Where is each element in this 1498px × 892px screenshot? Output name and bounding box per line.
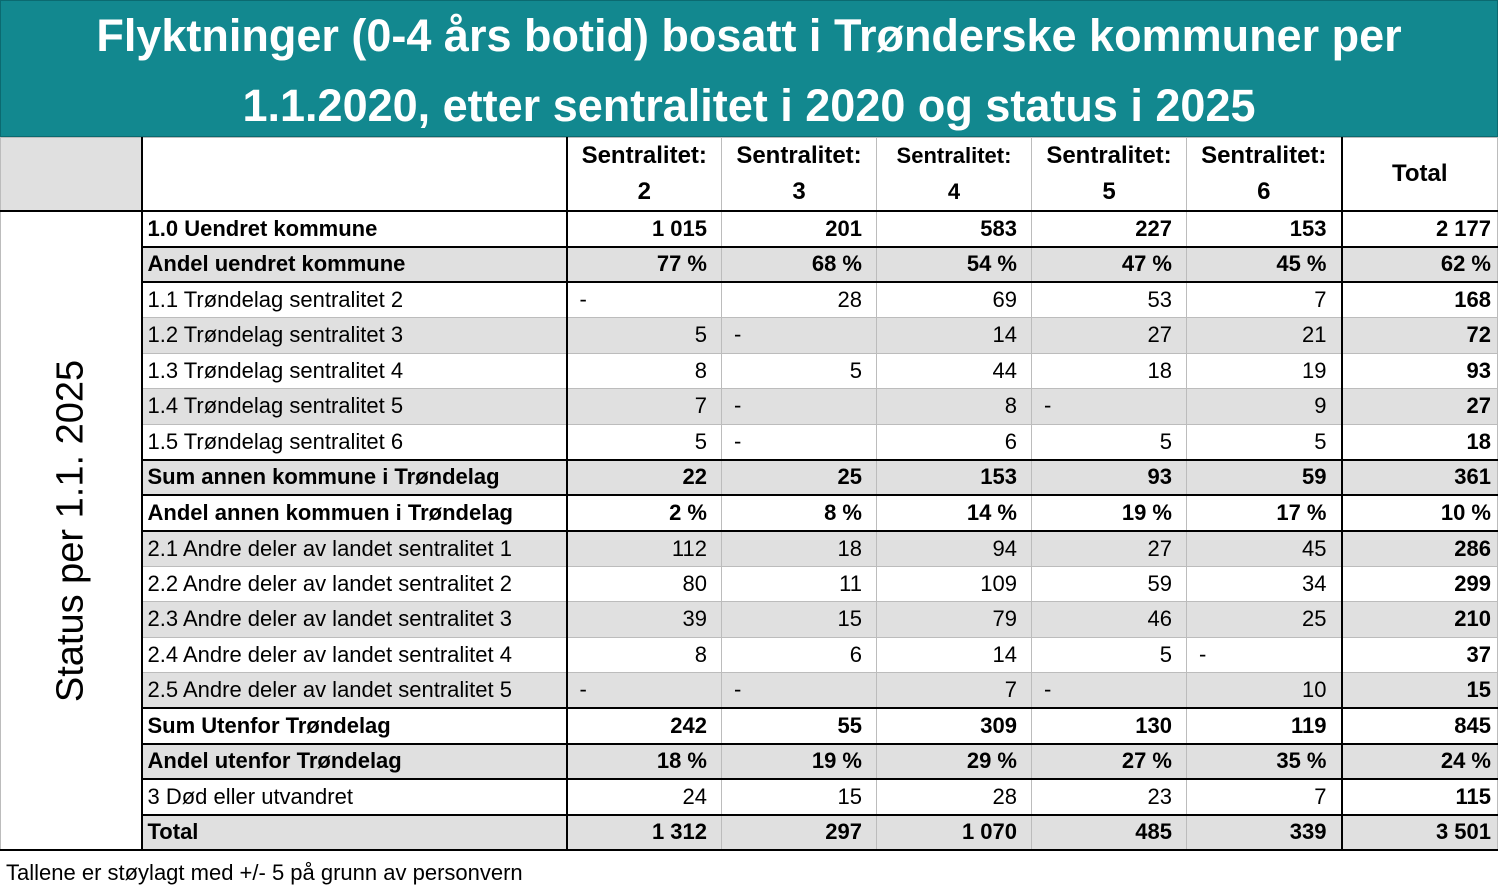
cell-sentralitet-4: 6 [877,424,1032,460]
cell-sentralitet-4: 153 [877,460,1032,496]
row-label: 1.5 Trøndelag sentralitet 6 [142,424,567,460]
table-row [1,211,1498,247]
cell-sentralitet-4: 28 [877,779,1032,815]
table-row [1,673,1498,709]
cell-sentralitet-4: 14 % [877,495,1032,531]
column-header-sentralitet-6 [1187,138,1342,212]
cell-sentralitet-6 [1187,637,1342,673]
column-header-sentralitet-5 [1032,138,1187,212]
cell-sentralitet-5: 19 % [1032,495,1187,531]
cell-sentralitet-3: 28 [722,282,877,318]
cell-sentralitet-4: 94 [877,531,1032,567]
corner-cell [1,138,142,212]
cell-sentralitet-4: 44 [877,353,1032,389]
table-row [1,247,1498,283]
cell-sentralitet-6: 21 [1187,318,1342,354]
column-header-total: Total [1342,138,1498,212]
row-label: 1.0 Uendret kommune [142,211,567,247]
row-label: 2.1 Andre deler av landet sentralitet 1 [142,531,567,567]
column-header-sentralitet-2 [567,138,722,212]
cell-sentralitet-6: 25 [1187,602,1342,638]
column-header-sentralitet-3 [722,138,877,212]
cell-sentralitet-5: 227 [1032,211,1187,247]
cell-total: 37 [1342,637,1498,673]
cell-sentralitet-4: 309 [877,708,1032,744]
table-row [1,353,1498,389]
table-row [1,744,1498,780]
header-line1: Sentralitet: [736,142,862,169]
data-table [0,137,1498,851]
cell-sentralitet-5: 27 % [1032,744,1187,780]
header-line2: 3 [792,178,806,205]
cell-sentralitet-2 [567,673,722,709]
cell-sentralitet-5: 27 [1032,318,1187,354]
table-row [1,708,1498,744]
cell-sentralitet-6: 5 [1187,424,1342,460]
cell-sentralitet-2: 22 [567,460,722,496]
cell-sentralitet-6: 17 % [1187,495,1342,531]
row-label: 2.5 Andre deler av landet sentralitet 5 [142,673,567,709]
cell-sentralitet-4: 583 [877,211,1032,247]
row-label: 1.3 Trøndelag sentralitet 4 [142,353,567,389]
header-line2: 4 [947,179,961,204]
cell-sentralitet-2: 1 312 [567,815,722,851]
cell-total: 210 [1342,602,1498,638]
cell-sentralitet-6: 35 % [1187,744,1342,780]
table-row [1,282,1498,318]
cell-sentralitet-5: 18 [1032,353,1187,389]
cell-sentralitet-3: 68 % [722,247,877,283]
cell-sentralitet-5 [1032,389,1187,425]
cell-total: 3 501 [1342,815,1498,851]
cell-sentralitet-2: 242 [567,708,722,744]
cell-sentralitet-4: 29 % [877,744,1032,780]
label-header-cell [142,138,567,212]
cell-total: 168 [1342,282,1498,318]
table-title [0,0,1498,137]
cell-sentralitet-3: 297 [722,815,877,851]
table-row [1,779,1498,815]
status-side-label: Status per 1.1. 2025 [49,359,92,702]
cell-sentralitet-4: 69 [877,282,1032,318]
cell-total: 93 [1342,353,1498,389]
row-label: 1.1 Trøndelag sentralitet 2 [142,282,567,318]
cell-sentralitet-6: 10 [1187,673,1342,709]
cell-sentralitet-2: 5 [567,424,722,460]
cell-sentralitet-4: 109 [877,566,1032,602]
table-row [1,602,1498,638]
row-label: 3 Død eller utvandret [142,779,567,815]
column-header-sentralitet-4 [877,138,1032,212]
cell-sentralitet-3: 6 [722,637,877,673]
cell-sentralitet-3: 25 [722,460,877,496]
cell-sentralitet-5: 46 [1032,602,1187,638]
cell-sentralitet-3: 15 [722,602,877,638]
cell-sentralitet-3: 15 [722,779,877,815]
footnote: Tallene er støylagt med +/- 5 på grunn av personvern [6,860,523,885]
table-body [1,211,1498,850]
cell-sentralitet-4: 7 [877,673,1032,709]
table-row [1,424,1498,460]
cell-sentralitet-5: 5 [1032,637,1187,673]
cell-total: 361 [1342,460,1498,496]
cell-sentralitet-6: 119 [1187,708,1342,744]
cell-sentralitet-6: 19 [1187,353,1342,389]
cell-sentralitet-2: 39 [567,602,722,638]
cell-total: 18 [1342,424,1498,460]
cell-sentralitet-5: 27 [1032,531,1187,567]
table-row [1,495,1498,531]
status-side-label-cell [1,211,142,850]
cell-sentralitet-3: 11 [722,566,877,602]
header-line2: 5 [1102,178,1116,205]
row-label: Total [142,815,567,851]
cell-sentralitet-2: 24 [567,779,722,815]
cell-sentralitet-6: 153 [1187,211,1342,247]
title-line-1: Flyktninger (0-4 års botid) bosatt i Trønderske kommuner per [96,10,1402,61]
cell-sentralitet-5: 23 [1032,779,1187,815]
cell-sentralitet-4: 8 [877,389,1032,425]
cell-sentralitet-6: 34 [1187,566,1342,602]
cell-sentralitet-4: 14 [877,318,1032,354]
cell-sentralitet-3 [722,424,877,460]
cell-sentralitet-6: 59 [1187,460,1342,496]
cell-sentralitet-5: 53 [1032,282,1187,318]
cell-sentralitet-4: 54 % [877,247,1032,283]
cell-sentralitet-6: 45 [1187,531,1342,567]
cell-sentralitet-3: 18 [722,531,877,567]
cell-sentralitet-2: 7 [567,389,722,425]
cell-sentralitet-6: 45 % [1187,247,1342,283]
header-line1: Sentralitet: [581,142,707,169]
cell-sentralitet-2: 8 [567,353,722,389]
row-label: Andel uendret kommune [142,247,567,283]
row-label: 1.4 Trøndelag sentralitet 5 [142,389,567,425]
cell-sentralitet-2 [567,282,722,318]
cell-sentralitet-6: 9 [1187,389,1342,425]
cell-sentralitet-4: 79 [877,602,1032,638]
cell-total: 2 177 [1342,211,1498,247]
table-row [1,389,1498,425]
cell-total: 15 [1342,673,1498,709]
cell-sentralitet-3: 201 [722,211,877,247]
cell-sentralitet-4: 14 [877,637,1032,673]
table-row [1,815,1498,851]
header-line1: Sentralitet: [1046,142,1172,169]
cell-sentralitet-2: 8 [567,637,722,673]
row-label: 2.4 Andre deler av landet sentralitet 4 [142,637,567,673]
cell-sentralitet-2: 77 % [567,247,722,283]
cell-sentralitet-5: 485 [1032,815,1187,851]
cell-sentralitet-6: 7 [1187,282,1342,318]
table-row [1,566,1498,602]
cell-sentralitet-2: 1 015 [567,211,722,247]
table-row [1,531,1498,567]
header-line1: Sentralitet: [896,143,1012,168]
cell-sentralitet-5 [1032,673,1187,709]
cell-sentralitet-3: 5 [722,353,877,389]
row-label: 2.2 Andre deler av landet sentralitet 2 [142,566,567,602]
table-row [1,460,1498,496]
cell-sentralitet-2: 5 [567,318,722,354]
cell-total: 24 % [1342,744,1498,780]
header-line2: 2 [637,178,651,205]
cell-total: 115 [1342,779,1498,815]
row-label: Sum annen kommune i Trøndelag [142,460,567,496]
header-line1: Sentralitet: [1201,142,1327,169]
table-row [1,318,1498,354]
row-label: Sum Utenfor Trøndelag [142,708,567,744]
cell-total: 62 % [1342,247,1498,283]
cell-total: 299 [1342,566,1498,602]
cell-sentralitet-3 [722,389,877,425]
cell-sentralitet-4: 1 070 [877,815,1032,851]
header-row [1,138,1498,212]
cell-sentralitet-5: 5 [1032,424,1187,460]
cell-sentralitet-2: 2 % [567,495,722,531]
cell-sentralitet-3: 19 % [722,744,877,780]
cell-total: 10 % [1342,495,1498,531]
cell-sentralitet-2: 80 [567,566,722,602]
cell-sentralitet-3 [722,318,877,354]
cell-total: 27 [1342,389,1498,425]
cell-sentralitet-3 [722,673,877,709]
row-label: 1.2 Trøndelag sentralitet 3 [142,318,567,354]
cell-sentralitet-3: 8 % [722,495,877,531]
cell-sentralitet-6: 7 [1187,779,1342,815]
cell-sentralitet-2: 112 [567,531,722,567]
row-label: Andel annen kommuen i Trøndelag [142,495,567,531]
cell-sentralitet-6: 339 [1187,815,1342,851]
row-label: 2.3 Andre deler av landet sentralitet 3 [142,602,567,638]
cell-sentralitet-5: 47 % [1032,247,1187,283]
header-line2: 6 [1257,178,1271,205]
cell-sentralitet-3: 55 [722,708,877,744]
cell-total: 286 [1342,531,1498,567]
cell-total: 72 [1342,318,1498,354]
title-line-2: 1.1.2020, etter sentralitet i 2020 og status i 2025 [242,80,1256,131]
cell-sentralitet-5: 93 [1032,460,1187,496]
table-row [1,637,1498,673]
cell-sentralitet-5: 59 [1032,566,1187,602]
cell-sentralitet-5: 130 [1032,708,1187,744]
row-label: Andel utenfor Trøndelag [142,744,567,780]
cell-total: 845 [1342,708,1498,744]
cell-sentralitet-2: 18 % [567,744,722,780]
